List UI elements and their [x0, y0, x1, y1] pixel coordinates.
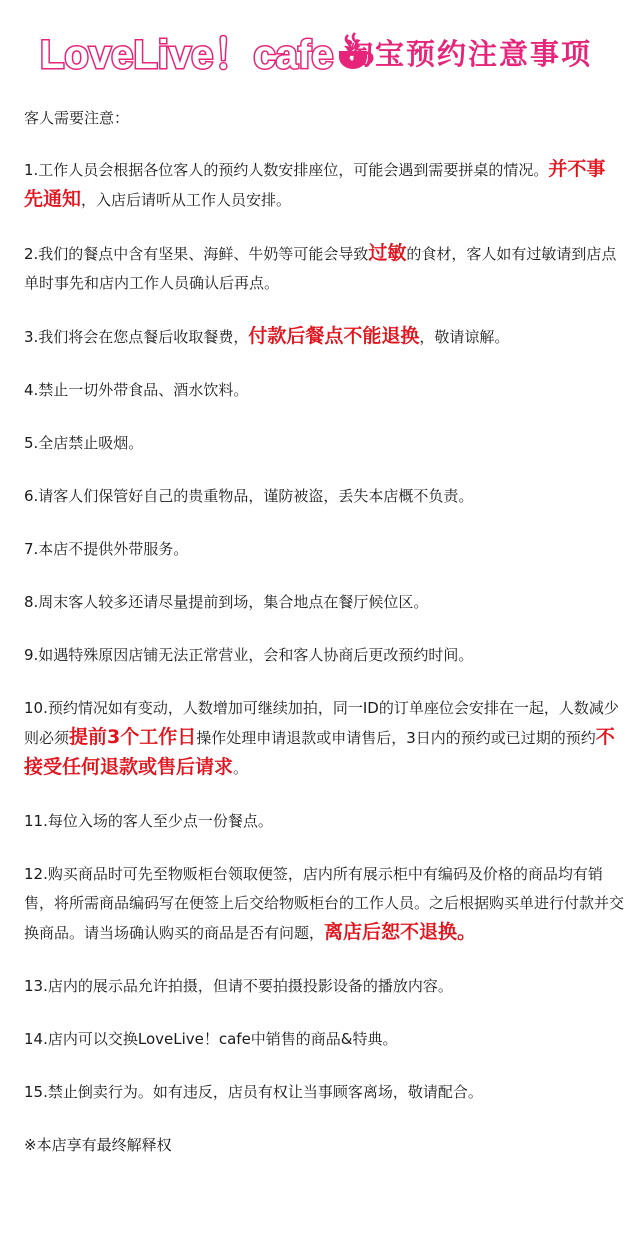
notice-item	[24, 641, 624, 670]
item-highlight: 提前3个工作日	[69, 726, 197, 748]
notice-item	[24, 694, 624, 783]
intro-text: 客人需要注意：	[24, 109, 130, 127]
item-text: 5.全店禁止吸烟。	[24, 434, 144, 452]
notice-item	[24, 239, 624, 298]
item-highlight: 付款后餐点不能退换	[248, 325, 420, 347]
item-text: 12.购买商品时可先至物贩柜台领取便签，店内所有展示柜中有编码及价格的商品均有销售，将所需商品编码写在便签上后交给物贩柜台的工作人员。之后根据购买单进行付款并交换商品。请当场确认购买的商品是否有问题，	[24, 865, 625, 942]
lovelive-cafe-logo	[40, 28, 375, 77]
item-text: 11.每位入场的客人至少点一份餐点。	[24, 812, 273, 830]
notice-content	[24, 104, 624, 1160]
item-text: 8.周末客人较多还请尽量提前到场，集合地点在餐厅候位区。	[24, 593, 429, 611]
notice-item	[24, 482, 624, 511]
logo-text: LoveLive！cafe	[40, 32, 334, 77]
page-title: 淘宝预约注意事项	[344, 37, 593, 71]
item-text: ，入店后请听从工作人员安排。	[81, 191, 292, 209]
notice-item	[24, 1025, 624, 1054]
notice-item	[24, 860, 624, 948]
item-text: 10.预约情况如有变动，人数增加可继续加拍，同一ID的订单座位会安排在一起，人数减少则必须	[24, 699, 619, 747]
footer-note: ※本店享有最终解释权	[24, 1136, 172, 1154]
notice-item	[24, 1078, 624, 1107]
item-text: 4.禁止一切外带食品、酒水饮料。	[24, 381, 249, 399]
notice-item	[24, 429, 624, 458]
notice-item	[24, 807, 624, 836]
notice-item	[24, 376, 624, 405]
header	[0, 0, 640, 90]
item-text: 。	[233, 759, 249, 777]
item-highlight: 并不事先通知	[24, 158, 606, 210]
item-text: 的食材，客人如有过敏请到店点单时事先和店内工作人员确认后再点。	[24, 245, 617, 292]
item-text: 13.店内的展示品允许拍摄，但请不要拍摄投影设备的播放内容。	[24, 977, 453, 995]
item-highlight: 离店后恕不退换。	[324, 921, 477, 943]
notice-item	[24, 588, 624, 617]
item-text: 操作处理申请退款或申请售后，3日内的预约或已过期的预约	[196, 729, 596, 747]
item-highlight: 不接受任何退款或售后请求	[24, 726, 615, 778]
notice-item	[24, 535, 624, 564]
item-text: 3.我们将会在您点餐后收取餐费，	[24, 328, 249, 346]
notice-item	[24, 155, 624, 215]
item-highlight: 过敏	[368, 242, 407, 264]
notice-item	[24, 322, 624, 352]
notice-item	[24, 972, 624, 1001]
item-text: ，敬请谅解。	[419, 328, 510, 346]
item-text: 6.请客人们保管好自己的贵重物品，谨防被盗，丢失本店概不负责。	[24, 487, 474, 505]
item-text: 1.工作人员会根据各位客人的预约人数安排座位，可能会遇到需要拼桌的情况。	[24, 161, 549, 179]
item-text: 14.店内可以交换LoveLive！cafe中销售的商品&特典。	[24, 1030, 398, 1048]
item-text: 7.本店不提供外带服务。	[24, 540, 189, 558]
item-text: 15.禁止倒卖行为。如有违反，店员有权让当事顾客离场，敬请配合。	[24, 1083, 483, 1101]
item-text: 2.我们的餐点中含有坚果、海鲜、牛奶等可能会导致	[24, 245, 369, 263]
item-text: 9.如遇特殊原因店铺无法正常营业，会和客人协商后更改预约时间。	[24, 646, 474, 664]
